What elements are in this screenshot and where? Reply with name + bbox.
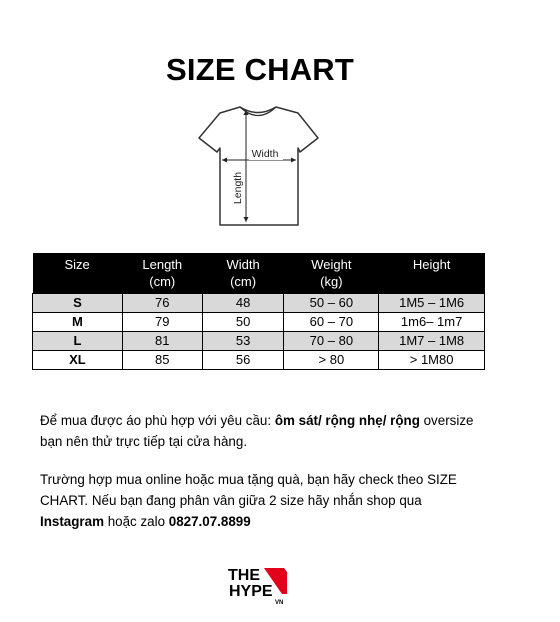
logo-text-hype: HYPE: [229, 583, 273, 600]
table-row: [33, 294, 485, 313]
cell-length: 79: [122, 313, 202, 332]
cell-size: S: [33, 294, 123, 313]
header-height: Height: [379, 253, 485, 294]
length-label: Length: [232, 171, 244, 205]
cell-weight: 70 – 80: [284, 332, 379, 351]
table-row: [33, 332, 485, 351]
note-fit: Để mua được áo phù hợp với yêu cầu: ôm sát/ rộng nhẹ/ rộng oversize bạn nên thử trực tiếp tại cửa hàng.: [40, 413, 474, 449]
header-weight: Weight (kg): [284, 253, 379, 294]
note-online: Trường hợp mua online hoặc mua tặng quà, bạn hãy check theo SIZE CHART. Nếu bạn đang phân vân giữa 2 size hãy nhắn shop qua Instagram hoặc zalo 0827.07.8899: [40, 472, 457, 529]
cell-size: M: [33, 313, 123, 332]
page-title: SIZE CHART: [166, 52, 354, 87]
cell-weight: 50 – 60: [284, 294, 379, 313]
tshirt-diagram: [194, 104, 324, 228]
header-size: Size: [33, 253, 123, 294]
cell-width: 56: [202, 351, 284, 370]
size-table: [32, 253, 485, 370]
cell-height: 1M7 – 1M8: [379, 332, 485, 351]
table-row: [33, 313, 485, 332]
cell-height: > 1M80: [379, 351, 485, 370]
header-width: Width (cm): [202, 253, 284, 294]
table-row: [33, 351, 485, 370]
cell-length: 85: [122, 351, 202, 370]
cell-size: L: [33, 332, 123, 351]
cell-height: 1M5 – 1M6: [379, 294, 485, 313]
notes: [40, 410, 480, 549]
logo-text-vn: VN: [275, 600, 284, 605]
the-hype-logo: [226, 563, 292, 605]
cell-length: 76: [122, 294, 202, 313]
cell-size: XL: [33, 351, 123, 370]
width-label: Width: [251, 148, 279, 160]
cell-weight: > 80: [284, 351, 379, 370]
cell-height: 1m6– 1m7: [379, 313, 485, 332]
logo-text-the: THE: [228, 567, 260, 584]
cell-width: 53: [202, 332, 284, 351]
cell-width: 50: [202, 313, 284, 332]
header-length: Length (cm): [122, 253, 202, 294]
cell-weight: 60 – 70: [284, 313, 379, 332]
cell-length: 81: [122, 332, 202, 351]
table-header-row: [33, 253, 485, 294]
cell-width: 48: [202, 294, 284, 313]
